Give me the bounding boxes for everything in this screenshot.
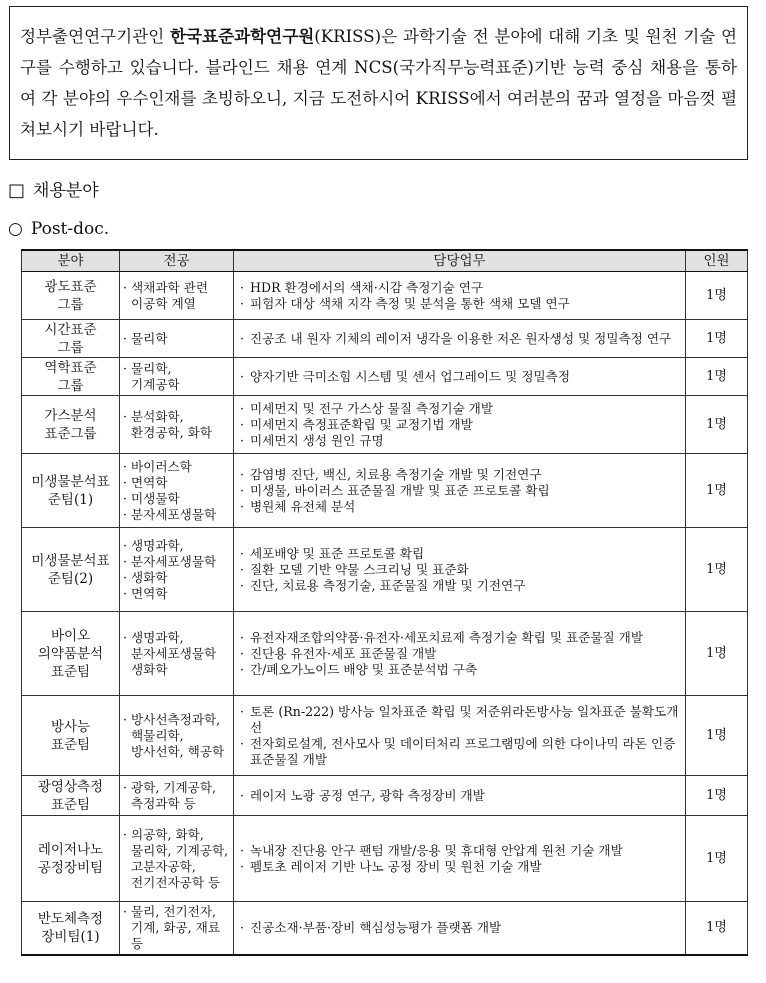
duty-text: 미세먼지 생성 원인 규명 [250,432,384,448]
duties-cell [234,320,686,358]
duty-text: 양자기반 극미소힘 시스템 및 센서 업그레이드 및 정밀측정 [250,368,570,384]
bullet-icon: · [123,408,128,424]
header-division: 분야 [22,250,120,272]
duty-text: 질환 모델 기반 약물 스크리닝 및 표준화 [250,561,469,577]
major-text: 생명과학, [131,537,184,553]
headcount-cell: 1명 [686,528,748,612]
division-line: 장비팀(1) [41,929,100,945]
bullet-icon: · [123,458,128,474]
duty-text: 간/폐오가노이드 배양 및 표준분석법 구축 [250,661,478,677]
bullet-icon: · [240,661,245,677]
duty-item [240,630,679,646]
duty-text: 녹내장 진단용 안구 팬텀 개발/응용 및 휴대형 안압계 원천 기술 개발 [250,842,623,858]
duty-text: 감염병 진단, 백신, 치료용 측정기술 개발 및 기전연구 [250,466,542,482]
division-cell [22,528,120,612]
duty-item [240,433,679,449]
major-item [123,554,230,570]
duty-item [240,483,679,499]
bullet-icon: · [240,416,245,432]
major-text: 방사선학, 핵공학 [131,743,225,759]
division-cell [22,396,120,454]
bullet-icon: · [123,553,128,569]
recruitment-table [21,249,748,956]
major-cell [120,696,234,776]
division-line: 표준팀 [50,663,91,680]
intro-text-post: (KRISS)은 과학기술 전 분야에 대해 기초 및 원천 기술 연구를 수행하고 있습니다. 블라인드 채용 연계 NCS(국가직무능력표준)기반 능력 중심 채용을 통하여 각 분야의 우수인재를 초빙하오니, 지금 도전하시어 KRISS에서 여러분의 꿈과 열정을 마음껏 펼쳐보시기 바랍니다. [20,27,738,139]
bullet-icon: · [240,842,245,858]
header-duties: 담당업무 [234,250,686,272]
intro-text-pre: 정부출연연구기관인 [20,27,170,46]
table-row [22,902,748,956]
major-text: 분자세포생물학 [131,645,217,661]
major-text: 기계공학 [131,376,180,392]
table-header-row [22,250,748,272]
division-line: 공정장비팀 [37,859,104,876]
division-cell [22,358,120,396]
duty-text: HDR 환경에서의 색채·시감 측정기술 연구 [250,279,484,295]
division-line: 그룹 [57,296,84,313]
duty-item [240,920,679,936]
division-line: 광영상측정 [37,778,104,795]
subsection-title [8,218,109,240]
major-cell [120,358,234,396]
duties-cell [234,776,686,816]
headcount-cell: 1명 [686,454,748,528]
bullet-icon: · [240,703,245,719]
table-row [22,776,748,816]
division-line: 준팀(1) [47,491,94,508]
division-line: 반도체측정 [37,911,104,927]
major-text: 물리, 전기전자, [131,904,217,919]
bullet-icon: · [240,629,245,645]
duty-text: 병원체 유전체 분석 [250,498,356,514]
table-row [22,454,748,528]
major-text: 면역학 [131,474,168,490]
bullet-icon: · [240,561,245,577]
duty-text: 진단용 유전자·세포 표준물질 개발 [250,645,437,661]
bullet-icon: · [240,330,245,346]
major-cell [120,528,234,612]
duties-cell [234,454,686,528]
duty-text: 토론 (Rn-222) 방사능 일차표준 확립 및 저준위라돈방사능 일차표준 불확도개선 [250,703,679,735]
duties-cell [234,528,686,612]
bullet-icon: · [240,482,245,498]
major-item [123,507,230,523]
bullet-icon: · [240,498,245,514]
division-cell [22,902,120,956]
duty-item [240,646,679,662]
major-cell [120,320,234,358]
duty-text: 피험자 대상 색채 지각 측정 및 분석을 통한 색채 모델 연구 [250,295,570,311]
headcount-cell: 1명 [686,272,748,320]
duty-item [240,401,679,417]
bullet-icon: · [123,506,128,522]
bullet-icon: · [123,569,128,585]
duty-item [240,331,679,347]
subsection-title-text: Post-doc. [30,219,110,239]
bullet-icon: · [123,330,128,346]
division-line: 그룹 [57,377,84,394]
bullet-icon: · [123,629,128,645]
major-text: 바이러스학 [131,458,192,474]
table-row [22,816,748,902]
bullet-icon: · [240,295,245,311]
bullet-icon: · [123,826,128,842]
duty-text: 미세먼지 및 전구 가스상 물질 측정기술 개발 [250,400,493,416]
duties-cell [234,358,686,396]
duties-cell [234,816,686,902]
major-item [123,475,230,491]
bullet-icon: · [123,711,128,727]
duty-item [240,662,679,678]
bullet-icon: · [123,779,128,795]
major-text: 물리학, [131,360,172,376]
major-item [123,827,230,891]
headcount-cell: 1명 [686,320,748,358]
table-row [22,696,748,776]
duty-text: 진단, 치료용 측정기술, 표준물질 개발 및 기전연구 [250,577,526,593]
bullet-icon: · [240,400,245,416]
division-line: 광도표준 [44,278,97,295]
table-row [22,396,748,454]
duty-text: 진공조 내 원자 기체의 레이저 냉각을 이용한 저온 원자생성 및 정밀측정 연구 [250,330,672,346]
division-line: 레이저나노 [37,841,104,858]
division-line: 표준팀 [50,736,91,753]
division-line: 미생물분석표 [31,473,110,490]
major-cell [120,272,234,320]
major-cell [120,454,234,528]
square-bullet-icon: □ [8,180,26,201]
major-text: 측정과학 등 [131,795,196,811]
major-text: 분자세포생물학 [131,506,217,522]
division-cell [22,816,120,902]
bullet-icon: · [123,279,128,295]
division-line: 바이오 [50,627,91,644]
duty-item [240,736,679,768]
major-text: 환경공학, 화학 [131,424,212,440]
bullet-icon: · [123,360,128,376]
major-cell [120,816,234,902]
major-item [123,630,230,678]
major-text: 미생물학 [131,490,180,506]
major-cell [120,396,234,454]
bullet-icon: · [240,645,245,661]
major-text: 분석화학, [131,408,184,424]
duty-item [240,859,679,875]
duty-text: 세포배양 및 표준 프로토콜 확립 [250,545,425,561]
major-item [123,586,230,602]
division-line: 그룹 [57,339,84,356]
bullet-icon: · [123,490,128,506]
table-row [22,528,748,612]
duty-text: 펨토초 레이저 기반 나노 공정 장비 및 원천 기술 개발 [250,858,542,874]
division-cell [22,320,120,358]
bullet-icon: · [123,537,128,553]
duty-item [240,704,679,736]
section-title [8,180,99,202]
major-item [123,491,230,507]
division-cell [22,696,120,776]
major-text: 고분자공학, [131,858,196,874]
headcount-cell: 1명 [686,358,748,396]
bullet-icon: · [240,735,245,751]
bullet-icon: · [240,432,245,448]
duty-item [240,417,679,433]
bullet-icon: · [240,920,245,935]
major-item [123,780,230,812]
bullet-icon: · [240,577,245,593]
duty-item [240,296,679,312]
header-major: 전공 [120,250,234,272]
major-text: 생화학 [131,569,168,585]
division-line: 표준팀 [50,796,91,813]
major-item [123,459,230,475]
major-text: 방사선측정과학, [131,711,221,727]
duties-cell [234,396,686,454]
table-row [22,272,748,320]
major-text: 면역학 [131,585,168,601]
division-line: 미생물분석표 [31,552,110,569]
division-line: 방사능 [50,718,91,735]
division-line: 표준그룹 [44,425,97,442]
header-count: 인원 [686,250,748,272]
major-item [123,280,230,312]
table-row [22,320,748,358]
bullet-icon: · [240,545,245,561]
major-text: 이공학 계열 [131,295,196,311]
major-text: 분자세포생물학 [131,553,217,569]
headcount-cell: 1명 [686,612,748,696]
intro-org-name: 한국표준과학연구원 [169,26,315,46]
bullet-icon: · [240,368,245,384]
table-row [22,612,748,696]
headcount-cell: 1명 [686,776,748,816]
major-text: 생명과학, [131,629,184,645]
major-text: 광학, 기계공학, [131,779,217,795]
duty-text: 진공소재·부품·장비 핵심성능평가 플랫폼 개발 [250,920,502,935]
headcount-cell: 1명 [686,396,748,454]
bullet-icon: · [240,858,245,874]
duty-text: 미세먼지 측정표준확립 및 교정기법 개발 [250,416,473,432]
bullet-icon: · [240,466,245,482]
duty-text: 유전자재조합의약품·유전자·세포치료제 측정기술 확립 및 표준물질 개발 [250,629,643,645]
major-text: 생화학 [131,661,168,677]
duty-text: 전자회로설계, 전사모사 및 데이터처리 프로그램밍에 의한 다이나믹 라돈 인증표준물질 개발 [250,735,676,767]
division-line: 시간표준 [44,321,97,338]
duty-item [240,499,679,515]
major-item [123,712,230,760]
circle-bullet-icon: ○ [8,219,23,239]
duty-text: 레이저 노광 공정 연구, 광학 측정장비 개발 [250,787,485,803]
section-title-text: 채용분야 [33,181,99,201]
major-text: 물리학, 기계공학, [131,842,229,858]
bullet-icon: · [240,279,245,295]
intro-box [9,6,748,160]
major-text: 전기전자공학 등 [131,874,221,890]
duty-item [240,280,679,296]
division-cell [22,612,120,696]
headcount-cell: 1명 [686,696,748,776]
division-line: 준팀(2) [47,570,94,587]
duties-cell [234,696,686,776]
major-item [123,331,230,347]
division-cell [22,272,120,320]
duty-item [240,546,679,562]
duty-item [240,843,679,859]
duties-cell [234,272,686,320]
major-text: 의공학, 화학, [131,826,204,842]
major-cell [120,776,234,816]
division-cell [22,776,120,816]
major-item [123,409,230,441]
division-line: 역학표준 [44,359,97,376]
bullet-icon: · [123,904,128,919]
table-row [22,358,748,396]
bullet-icon: · [240,787,245,803]
major-cell [120,902,234,956]
division-cell [22,454,120,528]
duty-item [240,788,679,804]
major-text: 핵물리학, [131,727,184,743]
duties-cell [234,612,686,696]
duty-item [240,578,679,594]
major-item [123,904,230,952]
headcount-cell: 1명 [686,902,748,956]
major-text: 물리학 [131,330,168,346]
duty-item [240,562,679,578]
duty-text: 미생물, 바이러스 표준물질 개발 및 표준 프로토콜 확립 [250,482,550,498]
duty-item [240,467,679,483]
major-item [123,361,230,393]
major-text: 색채과학 관련 [131,279,208,295]
major-cell [120,612,234,696]
headcount-cell: 1명 [686,816,748,902]
duty-item [240,369,679,385]
division-line: 가스분석 [44,407,97,424]
major-text: 기계, 화공, 재료 등 [131,920,221,951]
major-item [123,570,230,586]
major-item [123,538,230,554]
division-line: 의약품분석 [37,645,104,662]
bullet-icon: · [123,585,128,601]
bullet-icon: · [123,474,128,490]
duties-cell [234,902,686,956]
